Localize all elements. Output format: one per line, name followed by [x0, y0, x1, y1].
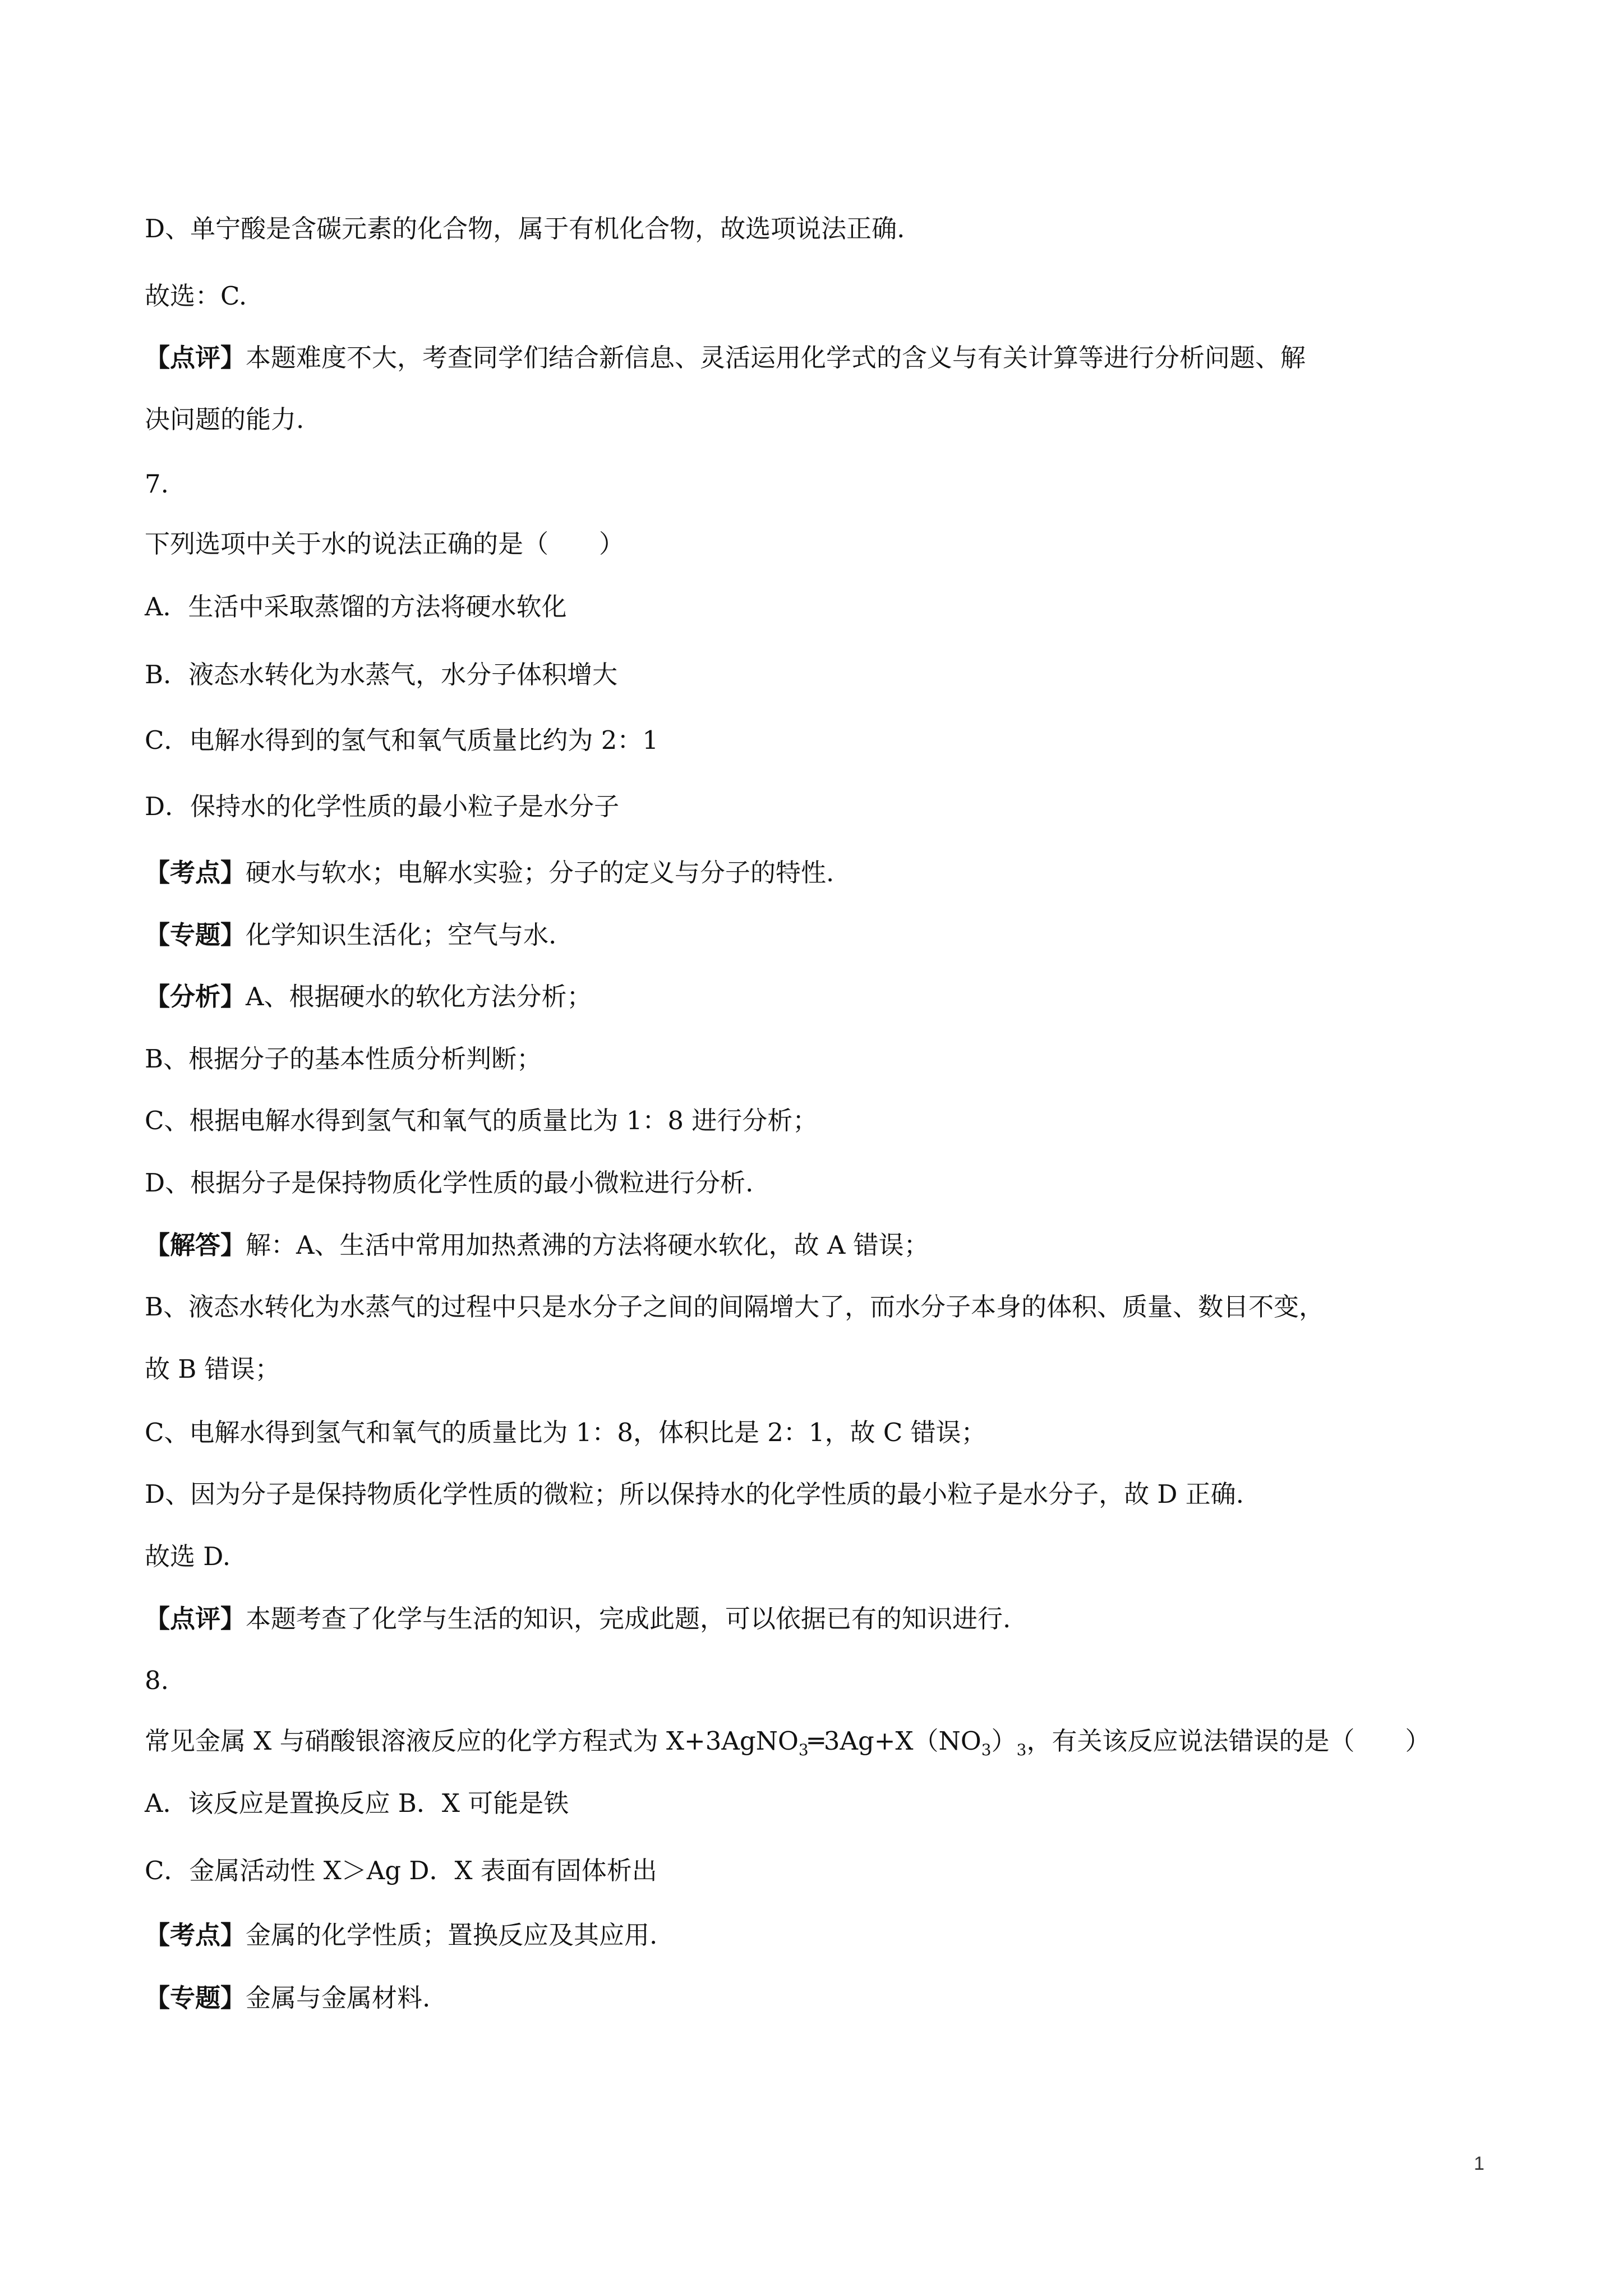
question-8-number: 8.	[145, 1665, 169, 1695]
page-number: 1	[1474, 2153, 1484, 2174]
stem-part: 常见金属 X 与硝酸银溶液反应的化学方程式为 X+3AgNO	[145, 1726, 799, 1756]
zhuanti-text: 化学知识生活化；空气与水.	[246, 920, 557, 950]
question-7-number: 7.	[145, 469, 169, 499]
question-7-stem: 下列选项中关于水的说法正确的是（ ）	[145, 529, 625, 559]
question-7-option-b: B．液态水转化为水蒸气，水分子体积增大	[145, 660, 618, 689]
kaodian-text: 硬水与软水；电解水实验；分子的定义与分子的特性.	[246, 858, 834, 887]
prev-answer: 故选：C.	[145, 281, 247, 311]
fenxi-text: A、根据硬水的软化方法分析；	[246, 982, 592, 1011]
question-8-options-cd: C．金属活动性 X＞Ag D．X 表面有固体析出	[145, 1856, 657, 1885]
question-8-stem	[145, 1724, 1511, 1758]
question-7-review	[145, 1602, 1511, 1636]
question-7-fenxi	[145, 980, 1511, 1014]
question-7-fenxi-d: D、根据分子是保持物质化学性质的最小微粒进行分析.	[145, 1168, 754, 1198]
question-7-fenxi-c: C、根据电解水得到氢气和氧气的质量比为 1：8 进行分析；	[145, 1106, 818, 1135]
question-7-jieda-b: B、液态水转化为水蒸气的过程中只是水分子之间的间隔增大了，而水分子本身的体积、质量、数目不变，	[145, 1292, 1325, 1322]
prev-option-d: D、单宁酸是含碳元素的化合物，属于有机化合物，故选项说法正确.	[145, 214, 905, 243]
subscript: 3	[1016, 1741, 1027, 1759]
kaodian-tag: 【考点】	[145, 858, 246, 887]
kaodian-text: 金属的化学性质；置换反应及其应用.	[246, 1920, 658, 1950]
review-tag: 【点评】	[145, 343, 246, 372]
jieda-tag: 【解答】	[145, 1230, 246, 1260]
question-7-option-d: D．保持水的化学性质的最小粒子是水分子	[145, 792, 620, 821]
question-7-answer: 故选 D.	[145, 1542, 231, 1571]
question-8-options-ab: A．该反应是置换反应 B．X 可能是铁	[145, 1788, 569, 1818]
zhuanti-text: 金属与金属材料.	[246, 1983, 431, 2013]
prev-review-cont: 决问题的能力.	[145, 404, 305, 434]
question-7-option-c: C．电解水得到的氢气和氧气质量比约为 2：1	[145, 725, 658, 755]
stem-part: ，有关该反应说法错误的是（ ）	[1026, 1726, 1431, 1756]
question-7-zhuanti	[145, 918, 1511, 952]
review-tag: 【点评】	[145, 1604, 246, 1634]
question-7-jieda-d: D、因为分子是保持物质化学性质的微粒；所以保持水的化学性质的最小粒子是水分子，故 D 正确.	[145, 1479, 1244, 1509]
question-7-jieda-b-cont: 故 B 错误；	[145, 1354, 280, 1384]
question-7-kaodian	[145, 856, 1511, 890]
prev-review	[145, 341, 1511, 375]
zhuanti-tag: 【专题】	[145, 920, 246, 950]
stem-part: ═3Ag+X（NO	[808, 1726, 981, 1756]
review-text: 本题难度不大，考查同学们结合新信息、灵活运用化学式的含义与有关计算等进行分析问题、解	[246, 343, 1306, 372]
zhuanti-tag: 【专题】	[145, 1983, 246, 2013]
question-7-jieda-c: C、电解水得到氢气和氧气的质量比为 1：8，体积比是 2：1，故 C 错误；	[145, 1418, 986, 1447]
subscript: 3	[981, 1741, 992, 1759]
jieda-text: 解：A、生活中常用加热煮沸的方法将硬水软化，故 A 错误；	[246, 1230, 929, 1260]
review-text: 本题考查了化学与生活的知识，完成此题，可以依据已有的知识进行.	[246, 1604, 1011, 1634]
question-7-option-a: A．生活中采取蒸馏的方法将硬水软化	[145, 592, 567, 622]
subscript: 3	[798, 1741, 809, 1759]
question-8-kaodian	[145, 1918, 1511, 1952]
fenxi-tag: 【分析】	[145, 982, 246, 1011]
kaodian-tag: 【考点】	[145, 1920, 246, 1950]
stem-part: ）	[991, 1726, 1017, 1756]
question-7-fenxi-b: B、根据分子的基本性质分析判断；	[145, 1044, 542, 1074]
question-7-jieda	[145, 1228, 1511, 1262]
question-8-zhuanti	[145, 1981, 1511, 2015]
